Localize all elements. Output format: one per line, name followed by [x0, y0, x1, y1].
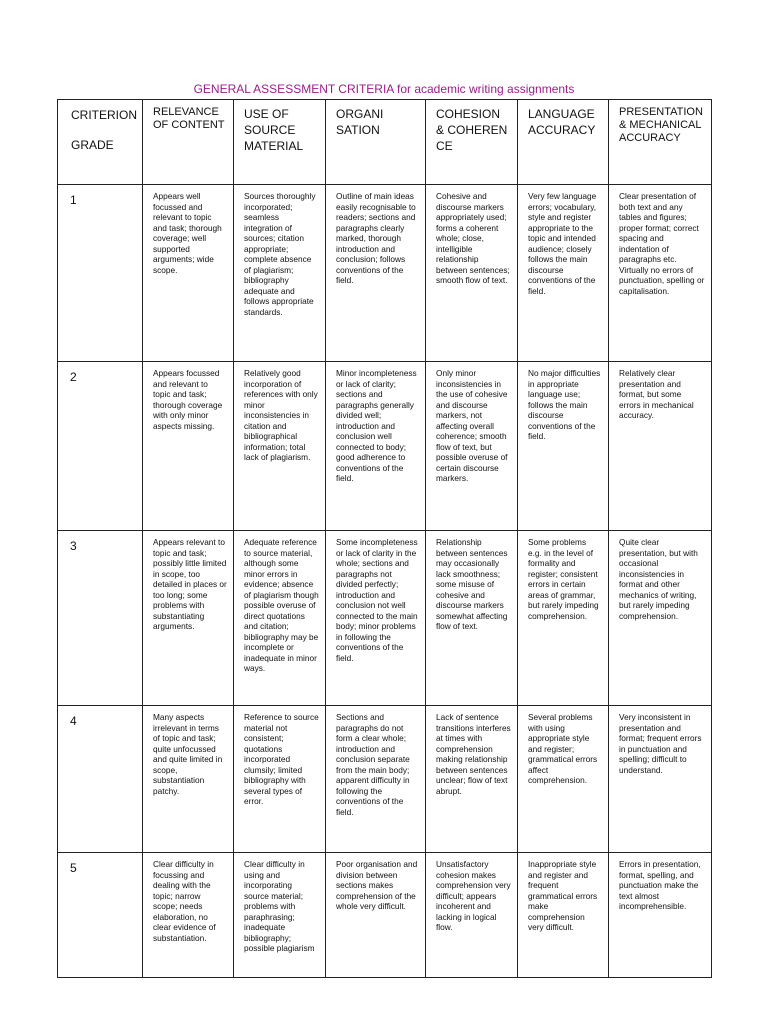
- language-cell: Several problems with using appropriate style and register; grammatical errors affect comprehension.: [518, 706, 609, 853]
- grade-cell: 4: [58, 706, 143, 853]
- header-row: [58, 100, 712, 185]
- source-cell: Adequate reference to source material, although some minor errors in evidence; absence of plagiarism though possible overuse of direct quotations and citation; bibliography may be incomplete or inadequate in minor ways.: [234, 531, 326, 706]
- cohesion-cell: Unsatisfactory cohesion makes comprehension very difficult; appears incoherent and lacking in logical flow.: [426, 853, 518, 978]
- presentation-cell: Very inconsistent in presentation and format; frequent errors in punctuation and spelling; difficult to understand.: [609, 706, 712, 853]
- language-cell: No major difficulties in appropriate language use; follows the main discourse conventions of the field.: [518, 362, 609, 531]
- table-row: [58, 185, 712, 362]
- relevance-cell: Appears focussed and relevant to topic and task; thorough coverage with only minor aspects missing.: [143, 362, 234, 531]
- relevance-cell: Appears relevant to topic and task; possibly little limited in scope, too detailed in places or too long; some problems with substantiating arguments.: [143, 531, 234, 706]
- language-cell: Inappropriate style and register and frequent grammatical errors make comprehension very difficult.: [518, 853, 609, 978]
- header-cohesion: COHESION & COHEREN CE: [426, 100, 518, 185]
- organisation-cell: Minor incompleteness or lack of clarity; sections and paragraphs generally divided well; introduction and conclusion well connected to body; good adherence to conventions of the field.: [326, 362, 426, 531]
- organisation-cell: Poor organisation and division between sections makes comprehension of the whole very difficult.: [326, 853, 426, 978]
- header-grade: GRADE: [71, 138, 114, 152]
- header-criterion-grade: [58, 100, 143, 185]
- language-cell: Very few language errors; vocabulary, style and register appropriate to the topic and intended audience; closely follows the main discourse conventions of the field.: [518, 185, 609, 362]
- source-cell: Reference to source material not consistent; quotations incorporated clumsily; limited bibliography with several types of error.: [234, 706, 326, 853]
- organisation-cell: Sections and paragraphs do not form a clear whole; introduction and conclusion separate from the main body; apparent difficulty in following the conventions of the field.: [326, 706, 426, 853]
- presentation-cell: Relatively clear presentation and format, but some errors in mechanical accuracy.: [609, 362, 712, 531]
- grade-cell: 3: [58, 531, 143, 706]
- table-row: [58, 706, 712, 853]
- relevance-cell: Clear difficulty in focussing and dealing with the topic; narrow scope; needs elaboration, no clear evidence of substantiation.: [143, 853, 234, 978]
- presentation-cell: Errors in presentation, format, spelling, and punctuation make the text almost incomprehensible.: [609, 853, 712, 978]
- header-organisation: ORGANI SATION: [326, 100, 426, 185]
- header-criterion: CRITERION: [71, 108, 137, 122]
- source-cell: Relatively good incorporation of references with only minor inconsistencies in citation and bibliographical information; total lack of plagiarism.: [234, 362, 326, 531]
- organisation-cell: Some incompleteness or lack of clarity in the whole; sections and paragraphs not divided perfectly; introduction and conclusion not well connected to the main body; minor problems in following the conventions of the field.: [326, 531, 426, 706]
- grade-cell: 1: [58, 185, 143, 362]
- source-cell: Sources thoroughly incorporated; seamless integration of sources; citation appropriate; complete absence of plagiarism; bibliography adequate and follows appropriate standards.: [234, 185, 326, 362]
- header-presentation: PRESENTATION & MECHANICAL ACCURACY: [609, 100, 712, 185]
- cohesion-cell: Lack of sentence transitions interferes at times with comprehension making relationship between sentences unclear; flow of text abrupt.: [426, 706, 518, 853]
- source-cell: Clear difficulty in using and incorporating source material; problems with paraphrasing; inadequate bibliography; possible plagiarism: [234, 853, 326, 978]
- cohesion-cell: Only minor inconsistencies in the use of cohesive and discourse markers, not affecting overall coherence; smooth flow of text, but possible overuse of certain discourse markers.: [426, 362, 518, 531]
- header-source: USE OF SOURCE MATERIAL: [234, 100, 326, 185]
- presentation-cell: Quite clear presentation, but with occasional inconsistencies in format and other mechanics of writing, but rarely impeding comprehension.: [609, 531, 712, 706]
- relevance-cell: Many aspects irrelevant in terms of topic and task; quite unfocussed and quite limited in scope, substantiation patchy.: [143, 706, 234, 853]
- table-row: [58, 853, 712, 978]
- page-title: GENERAL ASSESSMENT CRITERIA for academic writing assignments: [193, 82, 575, 96]
- header-relevance: RELEVANCE OF CONTENT: [143, 100, 234, 185]
- header-language: LANGUAGE ACCURACY: [518, 100, 609, 185]
- cohesion-cell: Relationship between sentences may occasionally lack smoothness; some misuse of cohesive and discourse markers somewhat affecting flow of text.: [426, 531, 518, 706]
- table-row: [58, 531, 712, 706]
- language-cell: Some problems e.g. in the level of formality and register; consistent errors in certain areas of grammar, but rarely impeding comprehension.: [518, 531, 609, 706]
- grade-cell: 2: [58, 362, 143, 531]
- cohesion-cell: Cohesive and discourse markers appropriately used; forms a coherent whole; close, intelligible relationship between sentences; smooth flow of text.: [426, 185, 518, 362]
- assessment-table: [57, 99, 712, 978]
- presentation-cell: Clear presentation of both text and any tables and figures; proper format; correct spacing and indentation of paragraphs etc. Virtually no errors of punctuation, spelling or capitalisation.: [609, 185, 712, 362]
- organisation-cell: Outline of main ideas easily recognisable to readers; sections and paragraphs clearly marked, thorough introduction and conclusion; follows conventions of the field.: [326, 185, 426, 362]
- table-row: [58, 362, 712, 531]
- relevance-cell: Appears well focussed and relevant to topic and task; thorough coverage; well supported arguments; wide scope.: [143, 185, 234, 362]
- grade-cell: 5: [58, 853, 143, 978]
